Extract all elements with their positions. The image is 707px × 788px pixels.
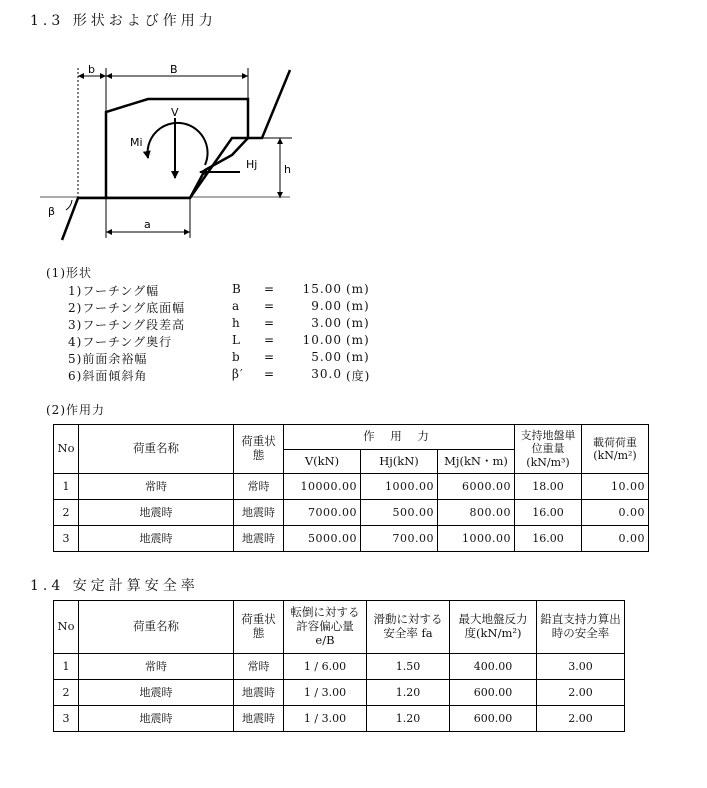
- header-load-name: 荷重名称: [79, 601, 234, 654]
- dim-b-arrowhead: [78, 73, 84, 79]
- shape-value: 10.00: [302, 333, 342, 347]
- cell-load-state: 常時: [234, 654, 284, 680]
- action-force-table: [53, 424, 649, 552]
- shape-equals: =: [264, 367, 276, 381]
- cell-hj: 1000.00: [361, 474, 438, 500]
- cell-fa: 1.20: [367, 680, 450, 706]
- dim-b-arrowhead-2: [100, 73, 106, 79]
- shape-label: 5)前面余裕幅: [68, 352, 148, 366]
- cell-load-name: 常時: [79, 474, 234, 500]
- cell-load-state: 常時: [234, 474, 284, 500]
- shape-unit: (m): [346, 316, 370, 330]
- shape-label: 1)フーチング幅: [68, 284, 160, 298]
- dim-a-arrowhead-2: [184, 229, 190, 235]
- cell-load-state: 地震時: [234, 500, 284, 526]
- cell-eb: 1 / 3.00: [284, 680, 367, 706]
- label-Mi: Mi: [130, 136, 143, 149]
- cell-no: 3: [54, 526, 79, 552]
- action-title: (2)作用力: [46, 403, 105, 417]
- shape-label: 6)斜面傾斜角: [68, 369, 148, 383]
- table-row: [54, 680, 625, 706]
- shape-unit: (m): [346, 282, 370, 296]
- cell-mj: 1000.00: [438, 526, 515, 552]
- shape-symbol: a: [232, 299, 241, 313]
- beta-arc: [66, 200, 72, 210]
- cell-surcharge: 0.00: [582, 526, 649, 552]
- header-support-unit-weight: 支持地盤単位重量(kN/m³): [515, 425, 582, 474]
- shape-unit: (度): [346, 369, 371, 383]
- cell-load-name: 地震時: [79, 500, 234, 526]
- label-V: V: [171, 106, 179, 119]
- cell-support: 16.00: [515, 500, 582, 526]
- cell-surcharge: 10.00: [582, 474, 649, 500]
- shape-value: 30.0: [311, 367, 342, 381]
- cell-no: 2: [54, 680, 79, 706]
- moment-arrow: [148, 123, 208, 165]
- table-row: [54, 526, 649, 552]
- table-row: [54, 474, 649, 500]
- shape-unit: (m): [346, 333, 370, 347]
- section-title-1-4: 1.4 安定計算安全率: [30, 578, 199, 594]
- cell-eb: 1 / 3.00: [284, 706, 367, 732]
- cell-reaction: 600.00: [450, 706, 537, 732]
- section-title-1-3: 1.3 形状および作用力: [30, 13, 217, 29]
- header-load-state: 荷重状態: [234, 425, 284, 474]
- cell-no: 3: [54, 706, 79, 732]
- header-vertical-safety: 鉛直支持力算出時の安全率: [537, 601, 625, 654]
- cell-eb: 1 / 6.00: [284, 654, 367, 680]
- cell-fa: 1.20: [367, 706, 450, 732]
- label-a: a: [144, 218, 151, 231]
- shape-title: (1)形状: [46, 266, 92, 280]
- header-v: V(kN): [284, 450, 361, 474]
- table-row: [54, 706, 625, 732]
- shape-value: 9.00: [311, 299, 342, 313]
- cell-no: 1: [54, 474, 79, 500]
- shape-equals: =: [264, 316, 276, 330]
- header-acting-force: 作 用 力: [284, 425, 515, 450]
- cell-load-state: 地震時: [234, 706, 284, 732]
- label-B: B: [170, 63, 178, 76]
- shape-value: 5.00: [311, 350, 342, 364]
- shape-value: 15.00: [302, 282, 342, 296]
- label-h: h: [284, 163, 291, 176]
- shape-unit: (m): [346, 350, 370, 364]
- cell-load-name: 常時: [79, 654, 234, 680]
- dim-B-arrowhead: [106, 73, 112, 79]
- front-slope: [62, 198, 106, 240]
- cell-no: 2: [54, 500, 79, 526]
- cell-hj: 500.00: [361, 500, 438, 526]
- header-load-state: 荷重状態: [234, 601, 284, 654]
- cell-load-state: 地震時: [234, 526, 284, 552]
- header-max-reaction: 最大地盤反力度(kN/m²): [450, 601, 537, 654]
- header-load-name: 荷重名称: [79, 425, 234, 474]
- dim-B-arrowhead-2: [242, 73, 248, 79]
- shape-symbol: b: [232, 350, 241, 364]
- label-b: b: [88, 63, 95, 76]
- table-row: [54, 654, 625, 680]
- cell-reaction: 400.00: [450, 654, 537, 680]
- shape-label: 3)フーチング段差高: [68, 318, 186, 332]
- shape-label: 4)フーチング奥行: [68, 335, 173, 349]
- cell-reaction: 600.00: [450, 680, 537, 706]
- header-hj: Hj(kN): [361, 450, 438, 474]
- cell-fa: 1.50: [367, 654, 450, 680]
- shape-equals: =: [264, 299, 276, 313]
- cell-mj: 6000.00: [438, 474, 515, 500]
- label-Hj: Hj: [246, 158, 258, 171]
- shape-symbol: β′: [232, 367, 244, 381]
- back-slope: [190, 70, 290, 198]
- dim-h-arrowhead: [277, 138, 283, 144]
- header-surcharge: 載荷荷重(kN/m²): [582, 425, 649, 474]
- shape-unit: (m): [346, 299, 370, 313]
- shape-equals: =: [264, 333, 276, 347]
- header-overturn: 転倒に対する許容偏心量 e/B: [284, 601, 367, 654]
- cell-v: 5000.00: [284, 526, 361, 552]
- cell-hj: 700.00: [361, 526, 438, 552]
- dim-a-arrowhead: [106, 229, 112, 235]
- safety-factor-table: [53, 600, 625, 732]
- cell-load-state: 地震時: [234, 680, 284, 706]
- shape-symbol: L: [232, 333, 241, 347]
- shape-equals: =: [264, 282, 276, 296]
- shape-equals: =: [264, 350, 276, 364]
- label-beta: β: [48, 205, 56, 218]
- cell-load-name: 地震時: [79, 680, 234, 706]
- footing-diagram: [0, 0, 707, 250]
- cell-surcharge: 0.00: [582, 500, 649, 526]
- cell-load-name: 地震時: [79, 706, 234, 732]
- header-mj: Mj(kN・m): [438, 450, 515, 474]
- shape-symbol: h: [232, 316, 241, 330]
- header-no: No: [54, 425, 79, 474]
- cell-load-name: 地震時: [79, 526, 234, 552]
- header-sliding: 滑動に対する安全率 fa: [367, 601, 450, 654]
- shape-value: 3.00: [311, 316, 342, 330]
- cell-v: 7000.00: [284, 500, 361, 526]
- cell-v: 10000.00: [284, 474, 361, 500]
- cell-safety: 2.00: [537, 680, 625, 706]
- cell-safety: 2.00: [537, 706, 625, 732]
- cell-support: 18.00: [515, 474, 582, 500]
- cell-safety: 3.00: [537, 654, 625, 680]
- cell-no: 1: [54, 654, 79, 680]
- table-row: [54, 500, 649, 526]
- shape-symbol: B: [232, 282, 242, 296]
- cell-mj: 800.00: [438, 500, 515, 526]
- header-no: No: [54, 601, 79, 654]
- shape-label: 2)フーチング底面幅: [68, 301, 186, 315]
- cell-support: 16.00: [515, 526, 582, 552]
